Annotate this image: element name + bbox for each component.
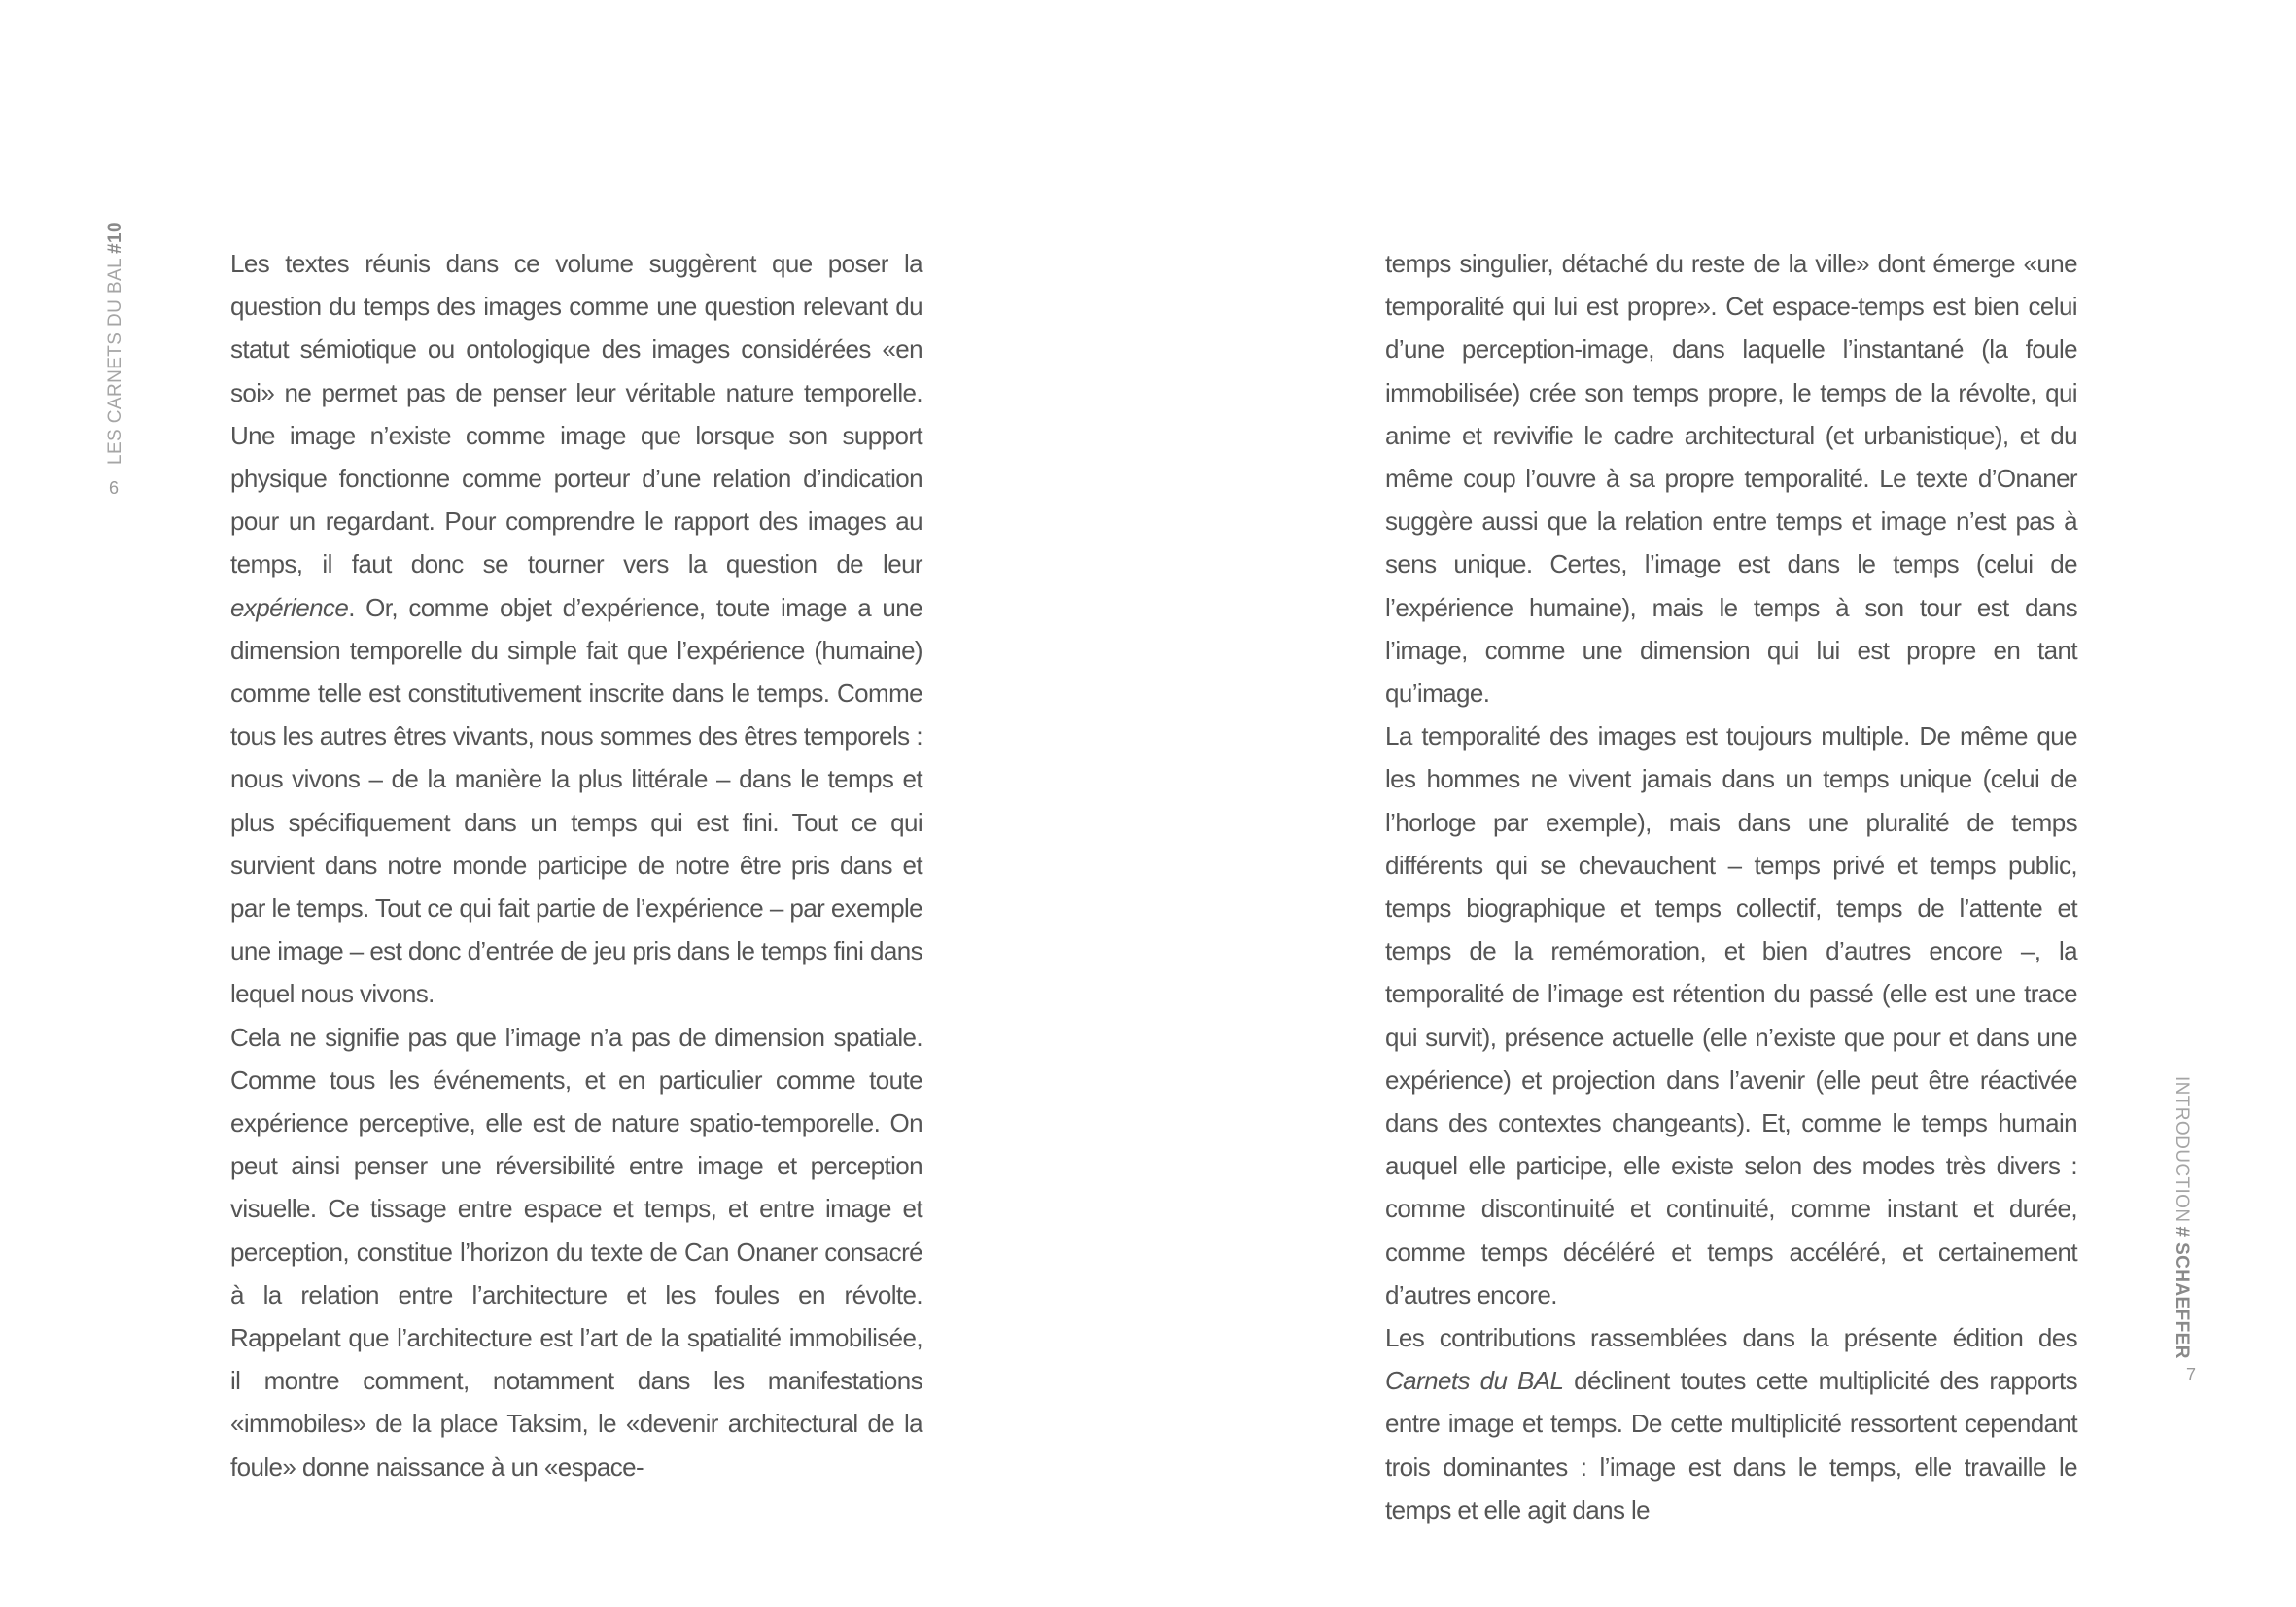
paragraph: La temporalité des images est toujours multiple. De même que les hommes ne vivent jamais dans un temps unique (celui de l’horloge par exemple), mais dans une pluralité de temps différents qui se chevauchent – temps privé et temps public, temps biographique et temps collectif, temps de l’attente et temps de la remémoration, et bien d’autres encore –, la temporalité de l’image est rétention du passé (elle est une trace qui survit), présence actuelle (elle n’existe que pour et dans une expérience) et projection dans l’avenir (elle peut être réactivée dans des contextes changeants). Et, comme le temps humain auquel elle participe, elle existe selon des modes très divers : comme discontinuité et continuité, comme instant et durée, comme temps décéléré et temps accéléré, et certainement d’autres encore. [1385, 721, 2077, 1310]
italic-term: expérience [230, 592, 349, 622]
paragraph: Les contributions rassemblées dans la présente édition des Carnets du BAL déclinent toutes cette multiplicité des rapports entre image et temps. De cette multiplicité ressortent cependant trois dominantes : l’image est dans le temps, elle travaille le temps et elle agit dans le [1385, 1323, 2077, 1524]
paragraph: Les textes réunis dans ce volume suggèrent que poser la question du temps des images comme une question relevant du statut sémiotique ou ontologique des images considérées «en soi» ne permet pas de penser leur véritable nature temporelle. Une image n’existe comme image que lorsque son support physique fonctionne comme porteur d’une relation d’indication pour un regardant. Pour comprendre le rapport des images au temps, il faut donc se tourner vers la question de leur expérience. Or, comme objet d’expérience, toute image a une dimension temporelle du simple fait que l’expérience (humaine) comme telle est constitutivement inscrite dans le temps. Comme tous les autres êtres vivants, nous sommes des êtres temporels : nous vivons – de la manière la plus littérale – dans le temps et plus spécifiquement dans un temps qui est fini. Tout ce qui survient dans notre monde participe de notre être pris dans et par le temps. Tout ce qui fait partie de l’expérience – par exemple une image – est donc d’entrée de jeu pris dans le temps fini dans lequel nous vivons. [230, 249, 922, 1009]
page-number-right: 7 [2186, 1365, 2197, 1384]
paragraph: Cela ne signifie pas que l’image n’a pas de dimension spatiale. Comme tous les événements, et en particulier comme toute expérience perceptive, elle est de nature spatio-temporelle. On peut ainsi penser une réversibilité entre image et perception visuelle. Ce tissage entre espace et temps, et entre image et perception, constitue l’horizon du texte de Can Onaner consacré à la relation entre l’architecture et les foules en révolte. Rappelant que l’architecture est l’art de la spatialité immobilisée, il montre comment, notamment dans les manifestations «immobiles» de la place Taksim, le «devenir architectural de la foule» donne naissance à un «espace- [230, 1022, 922, 1482]
running-head-title: LES CARNETS DU BAL [105, 257, 125, 465]
running-head-left [105, 222, 126, 465]
right-page [1148, 0, 2296, 1607]
running-head-author: # SCHAEFFER [2172, 1226, 2192, 1359]
running-head-issue: #10 [105, 222, 125, 254]
page-number-left: 6 [109, 478, 120, 498]
running-head-right [2171, 1076, 2192, 1359]
text-column-right [1385, 242, 2077, 1531]
text-column-left [230, 242, 922, 1488]
italic-title: Carnets du BAL [1385, 1366, 1564, 1396]
paragraph: temps singulier, détaché du reste de la ville» dont émerge «une temporalité qui lui est propre». Cet espace-temps est bien celui d’une perception-image, dans laquelle l’instantané (la foule immobilisée) crée son temps propre, le temps de la révolte, qui anime et revivifie le cadre architectural (et urbanistique), et du même coup l’ouvre à sa propre temporalité. Le texte d’Onaner suggère aussi que la relation entre temps et image n’est pas à sens unique. Certes, l’image est dans le temps (celui de l’expérience humaine), mais le temps à son tour est dans l’image, comme une dimension qui lui est propre en tant qu’image. [1385, 249, 2077, 709]
running-head-title: INTRODUCTION [2172, 1076, 2192, 1223]
